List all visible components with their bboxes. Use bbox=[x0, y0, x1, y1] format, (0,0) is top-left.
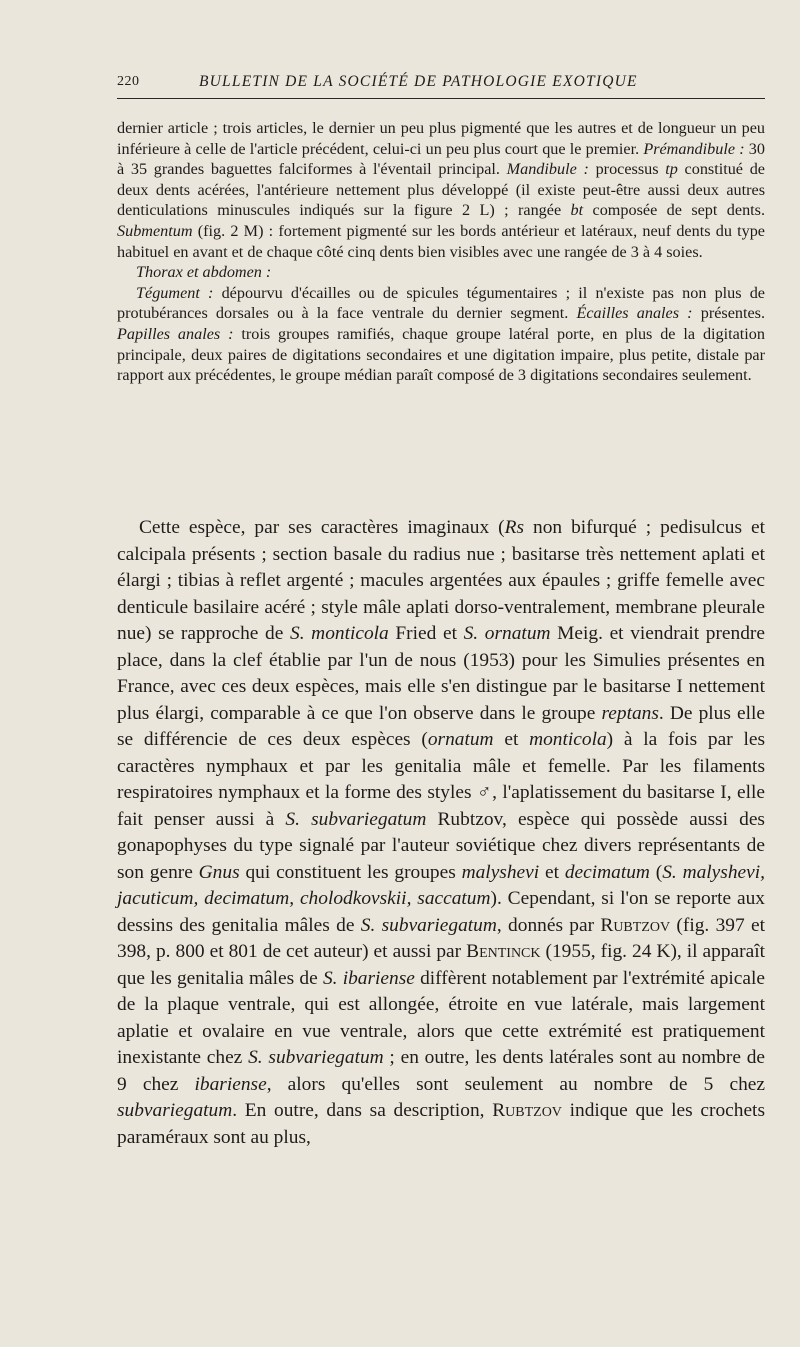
larva-description-block bbox=[117, 118, 765, 386]
page-header bbox=[117, 72, 765, 99]
paragraph-tegument: Tégument : dépourvu d'écailles ou de spicules tégumentaires ; il n'existe pas non plus de protubérances dorsales ou à la face ventrale du dernier segment. Écailles anales : présentes. Papilles anales : trois groupes ramifiés, chaque groupe latéral porte, en plus de la digitation principale, deux paires de digitations secondaires et une digitation impaire, plus petite, distale par rapport aux précédentes, le groupe médian paraît composé de 3 digitations secondaires seulement. bbox=[117, 283, 766, 385]
paragraph-discussion: Cette espèce, par ses caractères imaginaux (Rs non bifurqué ; pedisulcus et calcipala présents ; section basale du radius nue ; basitarse très nettement aplati et élargi ; tibias à reflet argenté ; macules argentées aux épaules ; griffe femelle avec denticule basilaire acéré ; style mâle aplati dorso-ventralement, membrane pleurale nue) se rapproche de S. monticola Fried et S. ornatum Meig. et viendrait prendre place, dans la clef établie par l'un de nous (1953) pour les Simulies présentes en France, avec ces deux espèces, mais elle s'en distingue par le basitarse I nettement plus élargi, comparable à ce que l'on observe dans le groupe reptans. De plus elle se différencie de ces deux espèces (ornatum et monticola) à la fois par les caractères nymphaux et par les genitalia mâle et femelle. Par les filaments respiratoires nymphaux et la forme des styles ♂, l'aplatissement du basitarse I, elle fait penser aussi à S. subvariegatum Rubtzov, espèce qui possède aussi des gonapophyses du type signalé par l'auteur soviétique chez divers représentants de son genre Gnus qui constituent les groupes malyshevi et decimatum (S. malyshevi, jacuticum, decimatum, cholodkovskii, saccatum). Cependant, si l'on se reporte aux dessins des genitalia mâles de S. subvariegatum, donnés par Rubtzov (fig. 397 et 398, p. 800 et 801 de cet auteur) et aussi par Bentinck (1955, fig. 24 K), il apparaît que les genitalia mâles de S. ibariense diffèrent notablement par l'extrémité apicale de la plaque ventrale, qui est allongée, étroite en vue latérale, mais largement aplatie et ovalaire en vue ventrale, alors que cette extrémité est pratiquement inexistante chez S. subvariegatum ; en outre, les dents latérales sont au nombre de 9 chez ibariense, alors qu'elles sont seulement au nombre de 5 chez subvariegatum. En outre, dans sa description, Rubtzov indique que les crochets paraméraux sont au plus, bbox=[117, 517, 766, 1148]
discussion-block bbox=[117, 515, 765, 1151]
paragraph-mouthparts: dernier article ; trois articles, le dernier un peu plus pigmenté que les autres et de longueur un peu inférieure à celle de l'article précédent, celui-ci un peu plus court que le premier. Prémandibule : 30 à 35 grandes baguettes falciformes à l'éventail principal. Mandibule : processus tp constitué de deux dents acérées, l'antérieure nettement plus développé (il existe peut-être aussi deux autres denticulations minuscules indiqués sur la figure 2 L) ; rangée bt composée de sept dents. Submentum (fig. 2 M) : fortement pigmenté sur les bords antérieur et latéraux, neuf dents du type habituel en avant et de chaque côté cinq dents bien visibles avec une rangée de 3 à 4 soies. bbox=[117, 119, 766, 261]
running-title: BULLETIN DE LA SOCIÉTÉ DE PATHOLOGIE EXOTIQUE bbox=[199, 73, 638, 90]
subheading-thorax-abdomen: Thorax et abdomen : bbox=[136, 263, 272, 282]
page-number: 220 bbox=[117, 74, 140, 89]
